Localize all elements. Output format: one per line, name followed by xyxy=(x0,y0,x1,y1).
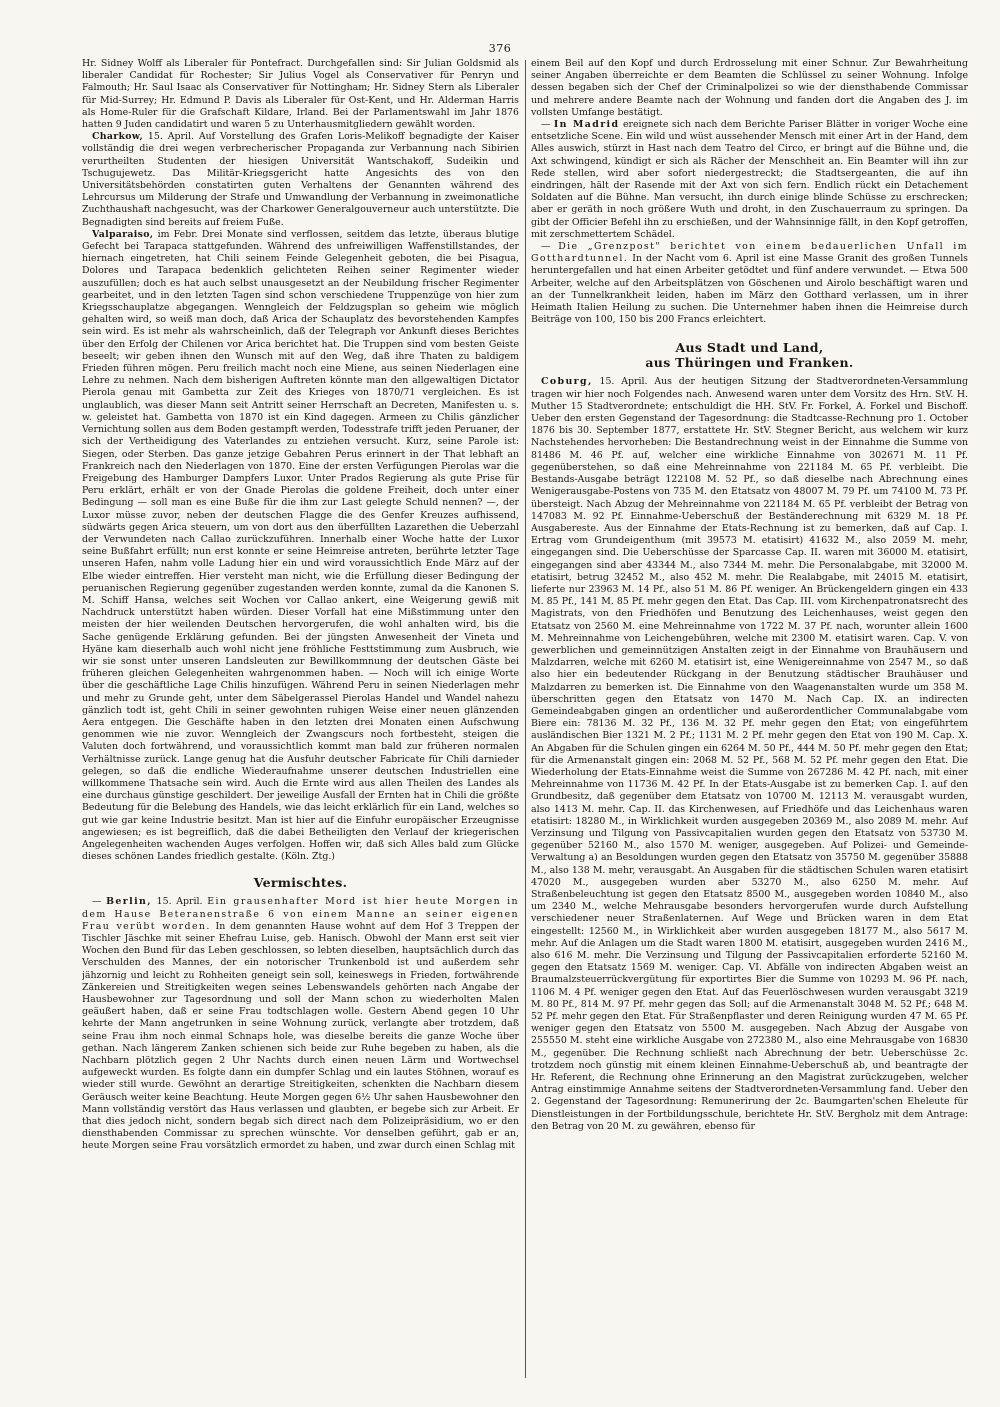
valparaiso-dateline-date: im Febr. xyxy=(157,228,198,240)
madrid-article: — In Madrid ereignete sich nach dem Berichte Pariser Blätter in voriger Woche eine entsetzliche Scene. Ein wild und wüst aussehender Mensch mit einer Art in der Hand, dem Alles auswich, stürzt in Hast nach dem Teatro del Circo, er bringt auf die Bühne und, die Axt schwingend, kündigt er sich als Rächer der Menschheit an. Ein Beamter will ihn zur Rede stellen, wird aber sofort niedergestreckt; die Stadtsergeanten, die auf ihn eindringen, hält der Rasende mit der Axt von sich fern. Endlich rückt ein Detachement Soldaten auf die Bühne. Man versucht, ihn durch einige blinde Schüsse zu erschrecken; aber er geräth in noch größere Wuth und droht, in den Zuschauerraum zu springen. Da gibt der Officier Befehl ihn zu erschießen, und der Wahnsinnige fällt, in den Kopf getroffen, mit zerschmettertem Schädel. xyxy=(531,119,968,240)
section-heading-vermischtes: Vermischtes. xyxy=(253,875,348,891)
election-report-text: Hr. Sidney Wolff als Liberaler für Pontefract. Durchgefallen sind: Sir Julian Goldsmid als liberaler Candidat für Rochester; Sir Julius Vogel als Conservativer für Penryn und Falmouth; Hr. Saul Isaac als Conservativer für Nottingham; Hr. Sidney Stern als Liberaler für Mid-Surrey; Hr. Edmund P. Davis als Liberaler für Ost-Kent, und Hr. Alderman Harris als Home-Ruler für die Grafschaft Kildare, Irland. Bei der Parlamentswahl im Jahr 1876 hatten 9 Juden candidatirt und waren 5 zu Unterhausmitgliedern gewählt worden. xyxy=(82,58,519,131)
madrid-article-text: ereignete sich nach dem Berichte Pariser Blätter in voriger Woche eine entsetzliche Scene. Ein wild und wüst aussehender Mensch mit einer Art in der Hand, dem Alles auswich, stürzt in Hast nach dem Teatro del Circo, er bringt auf die Bühne und, die Axt schwingend, kündigt er sich als Rächer der Menschheit an. Ein Beamter will ihn zur Rede stellen, wird aber sofort niedergestreckt; die Stadtsergeanten, die auf ihn eindringen, hält der Rasende mit der Axt von sich fern. Endlich rückt ein Detachement Soldaten auf die Bühne. Man versucht, ihn durch einige blinde Schüsse zu erschrecken; aber er geräth in noch größere Wuth und droht, in den Zuschauerraum zu springen. Da gibt der Officier Befehl ihn zu erschießen, und der Wahnsinnige fällt, in den Kopf getroffen, mit zerschmettertem Schädel. xyxy=(531,119,968,240)
section-heading-stadt-und-land xyxy=(531,340,968,370)
right-column xyxy=(531,58,968,1380)
charkow-dateline-place: Charkow, xyxy=(92,131,144,143)
page-number: 376 xyxy=(488,42,512,55)
grenzpost-article: — Die „Grenzpost" berichtet von einem bedauerlichen Unfall im Gotthardtunnel. In der Nacht vom 6. April ist eine Masse Granit des großen Tunnels heruntergefallen und hat einen Arbeiter getödtet und fünf andere verwundet. — Etwa 500 Arbeiter, welche auf den Arbeitsplätzen von Göschenen und Airolo beschäftigt waren und an der Tunnelkrankheit leiden, haben im März den Gotthard verlassen, um in ihrer Heimath Italien Heilung zu suchen. Die Unternehmer haben ihnen die Heimreise durch Beiträge von 100, 150 bis 200 Francs erleichtert. xyxy=(531,241,968,326)
charkow-article-text: Auf Vorstellung des Grafen Loris-Melikoff begnadigte der Kaiser vollständig die drei wegen verbrecherischer Propaganda zur Verbannung nach Sibirien verurtheilten Studenten der hiesigen Universität Wantschakoff, Sudeikin und Tschugujewetz. Das Militär-Kriegsgericht hatte Angesichts des von den Universitätsbehörden constatirten guten Verhaltens der Genannten während des Lehrcursus um Milderung der Strafe und Umwandlung der Verbannung in zweimonatliche Zuchthaushaft nachgesucht, was der Charkower Generalgouverneur auch unterstützte. Die Begnadigten sind bereits auf freiem Fuße. xyxy=(82,131,519,228)
berlin-article: — Berlin, 15. April. Ein grausenhafter Mord ist hier heute Morgen in dem Hause Beteranenstraße 6 von einem Manne an seiner eigenen Frau verübt worden. In dem genannten Hause wohnt auf dem Hof 3 Treppen der Tischler Jäschke mit seiner Ehefrau Luise, geb. Hanisch. Obwohl der Mann erst seit vier Wochen den Bund für das Leben geschlossen, so lebten dieselben, hauptsächlich durch das Verschulden des Mannes, der ein notorischer Trunkenbold ist und außerdem sehr jähzornig und leicht zu Rohheiten geneigt sein soll, keineswegs in Frieden, fortwährende Zänkereien und Streitigkeiten wegen seines Lebenswandels gehörten nach Angabe der Hausbewohner zur Tagesordnung und soll der Mann schon zu wiederholten Malen geäußert haben, daß er seine Frau todtschlagen wolle. Gestern Abend gegen 10 Uhr kehrte der Mann angetrunken in seine Wohnung zurück, verlangte aber trotzdem, daß seine Frau ihm noch einmal Schnaps hole, was dieselbe bereits die ganze Woche über gethan. Nach längerem Zanken schienen sich beide zur Ruhe begeben zu haben, als die Nachbarn plötzlich gegen 2 Uhr Nachts durch einen neuen Lärm und Wortwechsel aufgeweckt wurden. Es folgte dann ein dumpfer Schlag und ein lautes Stöhnen, worauf es wieder still wurde. Gewöhnt an derartige Streitigkeiten, schenkten die Nachbarn diesem Geräusch weiter keine Beachtung. Heute Morgen gegen 6½ Uhr sahen Hausbewohner den Mann vollständig verstört das Haus verlassen und glaubten, er begebe sich zur Arbeit. Er that dies jedoch nicht, sondern begab sich direct nach dem Polizeipräsidium, wo er den diensthabenden Commissar zu sprechen wünschte. Vor denselben geführt, gab er an, heute Morgen seine Frau vorsätzlich ermordet zu haben, und zwar durch einen Schlag mit xyxy=(82,896,519,1152)
coburg-article xyxy=(531,376,968,1133)
section-heading-line-1: Aus Stadt und Land, xyxy=(675,340,824,356)
valparaiso-article xyxy=(82,229,519,864)
coburg-dateline-place: Coburg, xyxy=(541,376,593,388)
berlin-article-continued: einem Beil auf den Kopf und durch Erdrosselung mit einer Schnur. Zur Bewahrheitung seiner Angaben überreichte er dem Beamten die Schlüssel zu seiner Wohnung. Infolge dessen begaben sich der Chef der Criminalpolizei so wie der diensthabende Commissar und mehrere andere Beamte nach der Wohnung und fanden dort die Angaben des J. im vollsten Umfange bestätigt. xyxy=(531,58,968,118)
charkow-article xyxy=(82,131,519,229)
berlin-dateline-place: Berlin, xyxy=(106,896,152,908)
left-column xyxy=(82,58,519,1380)
valparaiso-dateline-place: Valparaiso, xyxy=(92,228,154,240)
grenzpost-article-lead: Die „Grenzpost" berichtet von einem bedauerlichen Unfall im Gotthardtunnel. xyxy=(531,241,968,265)
charkow-dateline-date: 15. April. xyxy=(147,131,194,143)
berlin-article-lead: Ein grausenhafter Mord ist hier heute Morgen in dem Hause Beteranenstraße 6 von einem Manne an seiner eigenen Frau verübt worden. xyxy=(82,896,519,932)
valparaiso-article-text: Drei Monate sind verflossen, seitdem das letzte, überaus blutige Gefecht bei Tarapaca stattgefunden. Während des unfreiwilligen Waffenstillstandes, der hiernach eingetreten, hat Chili seinem Feinde Gelegenheit geboten, die bei Pisagua, Dolores und Tarapaca bedenklich gelichteten Reihen seiner Regimenter wieder auszufüllen; doch es hat auch selbst unausgesetzt an der Neubildung frischer Regimenter gearbeitet, und in den letzten Tagen sind schon verschiedene Truppenzüge von hier zum Kriegsschauplatze abgegangen. Wenngleich der Feldzugsplan so geheim wie möglich gehalten wird, so weiß man doch, daß Arica der Schauplatz des bevorstehenden Kampfes sein wird. Es ist mehr als wahrscheinlich, daß der Telegraph vor Ankunft dieses Berichtes über den Erfolg der Chilenen vor Arica berichtet hat. Die Truppen sind vom besten Geiste beseelt; wir geben ihnen den Wunsch mit auf den Weg, daß ihre Thaten zu baldigem Frieden führen mögen. Peru freilich macht noch eine Miene, aus seinen Niederlagen eine Lehre zu nehmen. Nach dem bisherigen Auftreten könnte man den allgewaltigen Dictator Pierola genau mit Gambetta zur Zeit des Krieges von 1870/71 vergleichen. Es ist unglaublich, was dieser Mann seit Antritt seiner Herrschaft an Decreten, Manifesten u. s. w. geleistet hat. Gambetta von 1870 ist ein Kind dagegen. Armeen zu Chilis gänzlicher Vernichtung sollen aus dem Boden gestampft werden, Todesstrafe trifft jeden Peruaner, der sich der Vertheidigung des Vaterlandes zu entziehen versucht. Kurz, seine Parole ist: Siegen, oder Sterben. Das ganze jetzige Gebahren Perus erinnert in der That lebhaft an Frankreich nach den Niederlagen von 1870. Eine der ersten Verfügungen Pierolas war die Freigebung des Hamburger Dampfers Luxor. Unter Prados Regierung als gute Prise für Peru erklärt, erhält er von der Gnade Pierolas die goldene Freiheit, doch unter einer Bedingung — soll man es eine Buße für die ihm zur Last gelegte Schuld nennen? —, der Luxor müsse zuvor, neben der deutschen Flagge die des Genfer Kreuzes aufhissend, südwärts gegen Arica steuern, um von dort aus den überfüllten Lazarethen die Ueberzahl der Verwundeten nach Callao zurückzuführen. Innerhalb einer Woche hatte der Luxor seine Bußfahrt erfüllt; nun erst konnte er seine Heimreise antreten, berührte letzter Tage unseren Hafen, nahm volle Ladung hier ein und wird voraussichtlich Ende März auf der Elbe wieder eintreffen. Hier versteht man nicht, wie die Erfüllung dieser Bedingung der peruanischen Regierung gegenüber zugestanden werden konnte, zumal da die Kanonen S. M. Schiff Hansa, welches seit Wochen vor Callao ankert, eine Weigerung gewiß mit Nachdruck unterstützt haben würden. Dieser Vorfall hat eine Mißstimmung unter den meisten der hier weilenden Deutschen hervorgerufen, die wohl anhalten wird, bis die Sache genügende Erklärung gefunden. Bei der jüngsten Anwesenheit der Vineta und Hyäne kam dieserhalb auch wohl nicht jene fröhliche Festtstimmung zum Ausbruch, wie wir sie sonst unter unseren Landsleuten zur Bewillkommnung der deutschen Gäste bei früheren gleichen Gelegenheiten wahrgenommen haben. — Noch will ich einige Worte über die geschäftliche Lage Chilis hinzufügen. Während Peru in seinen Niederlagen mehr und mehr zu Grunde geht, unter dem Säbelgerassel Pierolas Handel und Wandel nahezu gänzlich todt ist, geht Chili in seiner gewohnten ruhigen Weise einer neuen glänzenden Aera entgegen. Die Geschäfte haben in den letzten drei Monaten einen Aufschwung genommen wie nie zuvor. Wenngleich der Zwangscurs noch fortbesteht, steigen die Valuten doch fortwährend, und voraussichtlich kommt man bald zur früheren normalen Verhältnisse zurück. Lange genug hat die Ausfuhr deutscher Fabricate für Chili darnieder gelegen, so daß die endliche Wiederaufnahme unserer deutschen Industriellen eine willkommene Thatsache sein wird. Auch die Ernte wird aus allen Theilen des Landes als eine durchaus günstige geschildert. Der jeweilige Ausfall der Ernten hat in Chili die größte Bedeutung für die Belebung des Handels, wie das leicht erklärlich für ein Land, welches so gut wie gar keine Industrie besitzt. Man ist hier auf die Einfuhr europäischer Erzeugnisse angewiesen; es ist begreiflich, daß die dabei Betheiligten den Verlauf der kriegerischen Angelegenheiten wachenden Auges verfolgen. Hoffen wir, daß sich Alles bald zum Glücke dieses schönen Landes friedlich gestalte. (Köln. Ztg.) xyxy=(82,228,519,863)
column-divider xyxy=(525,60,526,1378)
berlin-article-text: In dem genannten Hause wohnt auf dem Hof 3 Treppen der Tischler Jäschke mit seiner Ehefrau Luise, geb. Hanisch. Obwohl der Mann erst seit vier Wochen den Bund für das Leben geschlossen, so lebten dieselben, hauptsächlich durch das Verschulden des Mannes, der ein notorischer Trunkenbold ist und außerdem sehr jähzornig und leicht zu Rohheiten geneigt sein soll, keineswegs in Frieden, fortwährende Zänkereien und Streitigkeiten wegen seines Lebenswandels gehörten nach Angabe der Hausbewohner zur Tagesordnung und soll der Mann schon zu wiederholten Malen geäußert haben, daß er seine Frau todtschlagen wolle. Gestern Abend gegen 10 Uhr kehrte der Mann angetrunken in seine Wohnung zurück, verlangte aber trotzdem, daß seine Frau ihm noch einmal Schnaps hole, was dieselbe bereits die ganze Woche über gethan. Nach längerem Zanken schienen sich beide zur Ruhe begeben zu haben, als die Nachbarn plötzlich gegen 2 Uhr Nachts durch einen neuen Lärm und Wortwechsel aufgeweckt wurden. Es folgte dann ein dumpfer Schlag und ein lautes Stöhnen, worauf es wieder still wurde. Gewöhnt an derartige Streitigkeiten, schenkten die Nachbarn diesem Geräusch weiter keine Beachtung. Heute Morgen gegen 6½ Uhr sahen Hausbewohner den Mann vollständig verstört das Haus verlassen und glaubten, er begebe sich zur Arbeit. Er that dies jedoch nicht, sondern begab sich direct nach dem Polizeipräsidium, wo er den diensthabenden Commissar zu sprechen wünschte. Vor denselben geführt, gab er an, heute Morgen seine Frau vorsätzlich ermordet zu haben, und zwar durch einen Schlag mit xyxy=(82,920,519,1152)
section-heading-line-2: aus Thüringen und Franken. xyxy=(645,355,854,371)
coburg-article-text: Aus der heutigen Sitzung der Stadtverordneten-Versammlung tragen wir hier noch Folgendes nach. Anwesend waren unter dem Vorsitz des Hrn. StV. H. Muther 15 Stadtverordnete; entschuldigt die HH. StV. Fr. Forkel, A. Forkel und Bischoff. Ueber den ersten Gegenstand der Tagesordnung: die Stadtcasse-Rechnung pro 1. October 1876 bis 30. September 1877, erstattete Hr. StV. Stegner Bericht, aus welchem wir kurz Nachstehendes hervorheben: Die Bestandrechnung weist in der Einnahme die Summe von 81486 M. 46 Pf. auf, welcher eine wirkliche Einnahme von 302671 M. 11 Pf. gegenüberstehen, so daß eine Mehreinnahme von 221184 M. 65 Pf. verbleibt. Die Bestands-Ausgabe beträgt 122108 M. 52 Pf., so daß dieselbe nach Abrechnung eines Wenigerausgabe-Postens von 735 M. den Etatsatz von 48007 M. 79 Pf. um 74100 M. 73 Pf. übersteigt. Nach Abzug der Mehreinnahme von 221184 M. 65 Pf. verbleibt der Betrag von 147083 M. 92 Pf. Einnahme-Ueberschuß der Beständerechnung mit 6329 M. 18 Pf. Ausgabereste. Aus der Einnahme der Etats-Rechnung ist zu bemerken, daß auf Cap. I. Ertrag vom Grundeigenthum (mit 39573 M. etatisirt) 41632 M., also 2059 M. mehr, eingegangen sind. Die Ueberschüsse der Sparcasse Cap. II. waren mit 36000 M. etatisirt, eingegangen sind aber 43344 M., also 7344 M. mehr. Die Personalabgabe, mit 32000 M. etatisirt, betrug 32452 M., also 452 M. mehr. Die Realabgabe, mit 24015 M. etatisirt, lieferte nur 23963 M. 14 Pf., also 51 M. 86 Pf. weniger. An Brückengeldern gingen ein 433 M. 85 Pf., 141 M. 85 Pf. mehr gegen den Etat. Das Cap. III. vom Kirchenpatronatsrecht des Magistrats, von den Friedhöfen und Benutzung des Leichenhauses, weist gegen den Etatsatz von 2560 M. eine Mehreinnahme von 1722 M. 37 Pf. nach, worunter allein 1600 M. Mehreinnahme von Leichengebühren, welche mit 2300 M. etatisirt waren. Cap. V. von gewerblichen und gemeinnützigen Anstalten zeigt in der Einnahme von Brauhäusern und Malzdarren, welche mit 6260 M. etatisirt ist, eine Wenigereinnahme von 2547 M., so daß also hier ein bedeutender Rückgang in der Benutzung städtischer Brauhäuser und Malzdarren zu bemerken ist. Die Einnahme von den Waagenanstalten wurde um 358 M. überschritten gegen den Etatsatz von 1470 M. Nach Cap. IX. an indirecten Gemeindeabgaben gingen an ordentlicher und außerordentlicher Communalabgabe vom Biere ein: 78136 M. 32 Pf., 136 M. 32 Pf. mehr gegen den Etat; von eingeführtem ausländischen Bier 1321 M. 2 Pf.; 1131 M. 2 Pf. mehr gegen den Etat von 190 M. Cap. X. An Abgaben für die Schulen gingen ein 6264 M. 50 Pf., 444 M. 50 Pf. mehr gegen den Etat; für die Armenanstalt gingen ein: 2068 M. 52 Pf., 568 M. 52 Pf. mehr gegen den Etat. Die Wiederholung der Etats-Einnahme weist die Summe von 267286 M. 42 Pf. nach, mit einer Mehreinnahme von 11736 M. 42 Pf. In der Etats-Ausgabe ist zu bemerken Cap. I. auf den Grundbesitz, daß gegenüber dem Etatsatz von 10700 M. 12113 M. verausgabt wurden, also 1413 M. mehr. Cap. II. das Kirchenwesen, auf Friedhöfe und das Leichenhaus waren etatisirt: 18280 M., in Wirklichkeit wurden ausgegeben 20369 M., also 2089 M. mehr. Auf Verzinsung und Tilgung von Passivcapitalien wurden gegen den Etatsatz von 53730 M. gegenüber 52160 M., also 1570 M. weniger, ausgegeben. Auf Polizei- und Gemeinde-Verwaltung a) an Besoldungen wurden gegen den Etatsatz von 35750 M. gegenüber 35888 M., also 138 M. mehr, verausgabt. An Ausgaben für die städtischen Schulen waren etatisirt 47020 M., ausgegeben wurden aber 53270 M., also 6250 M. mehr. Auf Straßenbeleuchtung ist gegen den Etatsatz 8500 M., ausgegeben worden 10840 M., also um 2340 M., welche Mehrausgabe besonders hervorgerufen wurde durch Aufstellung verschiedener neuer Straßenlaternen. Auf Wege und Brücken waren in dem Etat eingestellt: 12560 M., in Wirklichkeit aber wurden ausgegeben 18177 M., also 5617 M. mehr. Auf die Anlagen um die Stadt waren 1800 M. etatisirt, ausgegeben wurden 2416 M., also 616 M. mehr. Die Verzinsung und Tilgung der Passivcapitalien erforderte 52160 M. gegen den Etatsatz 1569 M. weniger. Cap. VI. Abfälle von indirecten Abgaben weist an Braumalzsteuerrückvergütung für exportirtes Bier die Summe von 10293 M. 96 Pf. nach, 1106 M. 4 Pf. weniger gegen den Etat. Auf das Feuerlöschwesen wurden verausgabt 3219 M. 80 Pf., 814 M. 97 Pf. mehr gegen das Soll; auf die Armenanstalt 3048 M. 52 Pf.; 648 M. 52 Pf. mehr gegen den Etat. Für Straßenpflaster und deren Reinigung wurden 47 M. 65 Pf. weniger gegen den Etatsatz von 5500 M. ausgegeben. Nach Abzug der Ausgabe von 255550 M. steht eine wirkliche Ausgabe von 272380 M., also eine Mehrausgabe von 16830 M., gegenüber. Die Rechnung schließt nach Abrechnung der betr. Ueberschüsse 2c. trotzdem noch günstig mit einem kleinen Einnahme-Ueberschuß ab, und beantragte der Hr. Referent, die Rechnung ohne Erinnerung an den Magistrat zurückzugeben, welcher Antrag einstimmige Annahme seitens der Stadtverordneten-Versammlung fand. Ueber den 2. Gegenstand der Tagesordnung: Remunerirung der 2c. Baumgarten'schen Eheleute für Dienstleistungen in der Fortbildungsschule, berichtete Hr. StV. Bergholz mit dem Antrage: den Betrag von 20 M. zu gewähren, ebenso für xyxy=(531,376,968,1132)
grenzpost-article-text: In der Nacht vom 6. April ist eine Masse Granit des großen Tunnels heruntergefallen und hat einen Arbeiter getödtet und fünf andere verwundet. — Etwa 500 Arbeiter, welche auf den Arbeitsplätzen von Göschenen und Airolo beschäftigt waren und an der Tunnelkrankheit leiden, haben im März den Gotthard verlassen, um in ihrer Heimath Italien Heilung zu suchen. Die Unternehmer haben ihnen die Heimreise durch Beiträge von 100, 150 bis 200 Francs erleichtert. xyxy=(531,253,968,326)
coburg-dateline-date: 15. April. xyxy=(599,376,648,388)
madrid-dateline-place: In Madrid xyxy=(553,119,620,131)
berlin-dateline-date: 15. April. xyxy=(156,896,203,908)
